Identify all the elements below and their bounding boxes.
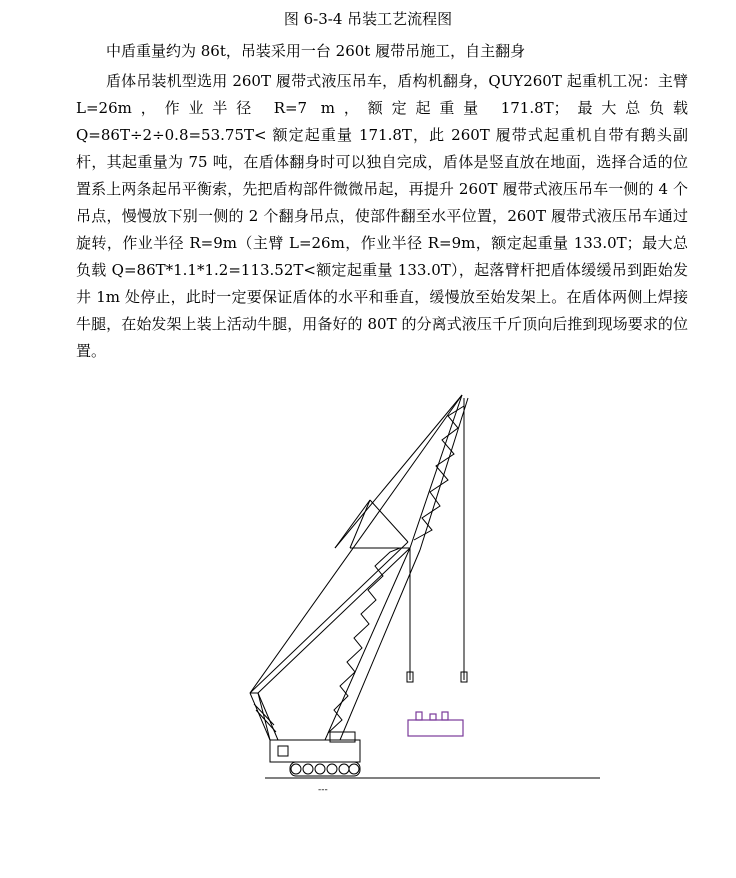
ground-label: ---	[318, 785, 328, 795]
jib-pendant	[250, 395, 462, 693]
figure-caption: 图 6-3-4 吊装工艺流程图	[283, 10, 453, 28]
back-pendant	[250, 542, 408, 693]
main-boom	[325, 548, 410, 740]
fly-jib	[410, 395, 462, 548]
paragraph-1: 中盾重量约为 86t，吊装采用一台 260t 履带吊施工，自主翻身	[106, 42, 526, 60]
crane-body	[270, 740, 360, 762]
shield-load	[408, 712, 463, 736]
crane-drawing	[230, 380, 630, 800]
paragraph-2: 盾体吊装机型选用 260T 履带式液压吊车，盾构机翻身，QUY260T 起重机工况：主臂 L=26m，作业半径 R=7 m，额定起重量 171.8T；最大总负载 Q=86T÷2÷0.8=53.75T< 额定起重量 171.8T，此 260T 履带式起重机自带有鹅头副杆，其起重量为 75 吨，在盾体翻身时可以独自完成，盾体是竖直放在地面，选择合适的位置系上两条起吊平衡索，先把盾构部件微微吊起，再提升 260T 履带式液压吊车一侧的 4 个吊点，慢慢放下别一侧的 2 个翻身吊点，使部件翻至水平位置，260T 履带式液压吊车通过旋转，作业半径 R=9m（主臂 L=26m，作业半径 R=9m，额定起重量 133.0T；最大总负载 Q=86T*1.1*1.2=113.52T<额定起重量 133.0T），起落臂杆把盾体缓缓吊到距始发井 1m 处停止，此时一定要保证盾体的水平和垂直，缓慢放至始发架上。在盾体两侧上焊接牛腿，在始发架上装上活动牛腿，用备好的 80T 的分离式液压千斤顶向后推到现场要求的位置。	[76, 72, 688, 360]
